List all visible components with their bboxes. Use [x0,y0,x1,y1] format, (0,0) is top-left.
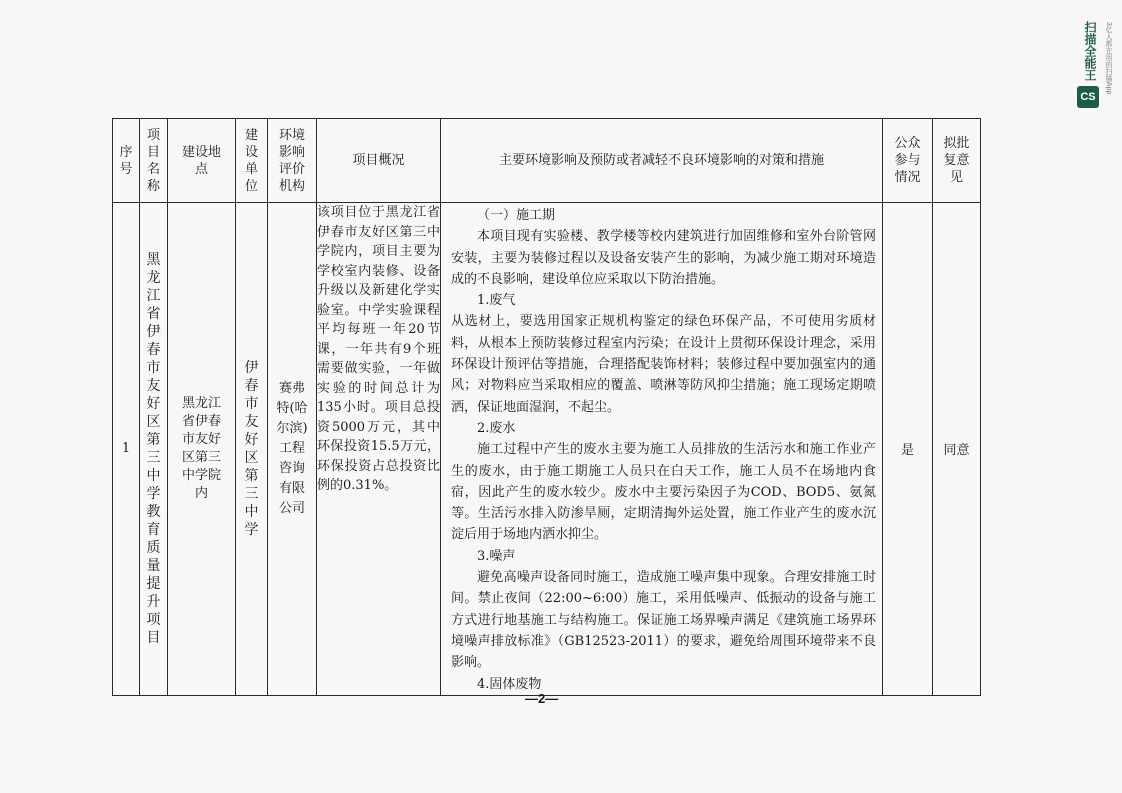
section-heading: （一）施工期 [477,208,556,223]
row-opinion: 同意 [933,203,981,696]
waste-gas-heading: 1.废气 [477,293,516,309]
waste-gas-paragraph: 从选材上，要选用国家正规机构鉴定的绿色环保产品，不可使用劣质材料，从根本上预防装修过程室内污染；在设计上贯彻环保设计理念，采用环保设计预评估等措施，合理搭配装饰材料；装修过程中要加强室内的通风；对物料应当采取相应的覆盖、喷淋等防风抑尘措施；施工现场定期喷洒，保证地面湿润，不起尘。 [451,314,876,415]
row-project-name: 黑 龙 江 省 伊 春 市 友 好 区 第 三 中 学 教 育 质 量 提 升 项 目 [140,203,168,696]
header-participation: 公众 参与 情况 [883,119,933,203]
scanner-logo-icon: CS [1077,86,1099,108]
intro-paragraph: 本项目现有实验楼、教学楼等校内建筑进行加固维修和室外台阶管网安装，主要为装修过程以及设备安装产生的影响，为减少施工期对环境造成的不良影响，建设单位应采取以下防治措施。 [451,229,876,287]
header-measures: 主要环境影响及预防或者减轻不良环境影响的对策和措施 [441,119,883,203]
page-number: —2— [525,691,559,706]
header-name: 项 目 名 称 [140,119,168,203]
noise-heading: 3.噪声 [477,548,516,564]
row-measures [441,203,883,696]
header-overview: 项目概况 [317,119,441,203]
row-agency: 赛弗 特(哈 尔滨) 工程 咨询 有限 公司 [268,203,317,696]
header-agency: 环境 影响 评价 机构 [268,119,317,203]
row-seq: 1 [113,203,140,696]
header-seq: 序 号 [113,119,140,203]
header-location: 建设地 点 [168,119,236,203]
waste-water-paragraph: 施工过程中产生的废水主要为施工人员排放的生活污水和施工作业产生的废水，由于施工期施工人员只在白天工作，施工人员不在场地内食宿，因此产生的废水较少。废水中主要污染因子为COD、BOD5、氨氮等。生活污水排入防渗旱厕，定期清掏外运处置，施工作业产生的废水沉淀后用于场地内洒水抑尘。 [451,442,876,543]
table-row [113,203,981,696]
waste-water-heading: 2.废水 [477,420,516,436]
header-opinion: 拟批 复意 见 [933,119,981,203]
noise-paragraph: 避免高噪声设备同时施工，造成施工噪声集中现象。合理安排施工时间。禁止夜间（22:00~6:00）施工，采用低噪声、低振动的设备与施工方式进行地基施工与结构施工。保证施工场界噪声满足《建筑施工场界环境噪声排放标准》（GB12523-2011）的要求，避免给周围环境带来不良影响。 [451,570,876,671]
solid-waste-heading: 4.固体废物 [477,676,542,692]
row-unit: 伊 春 市 友 好 区 第 三 中 学 [236,203,268,696]
header-unit: 建 设 单 位 [236,119,268,203]
row-location: 黑龙江 省伊春 市友好 区第三 中学院 内 [168,203,236,696]
scanner-slogan: 3亿人都在用的扫描App [1105,22,1112,95]
row-overview: 该项目位于黑龙江省伊春市友好区第三中学院内，项目主要为学校室内装修、设备升级以及新建化学实验室。中学实验课程平均每班一年20节课，一年共有9个班需要做实验，一年做实验的时间总计为135小时。项目总投资5000万元，其中环保投资15.5万元，环保投资占总投资比例的0.31%。 [317,203,441,696]
header-row [113,119,981,203]
measures-text [441,203,882,695]
row-participation: 是 [883,203,933,696]
eia-table [112,118,981,696]
scanner-app-name: 扫描全能王 [1083,21,1097,81]
